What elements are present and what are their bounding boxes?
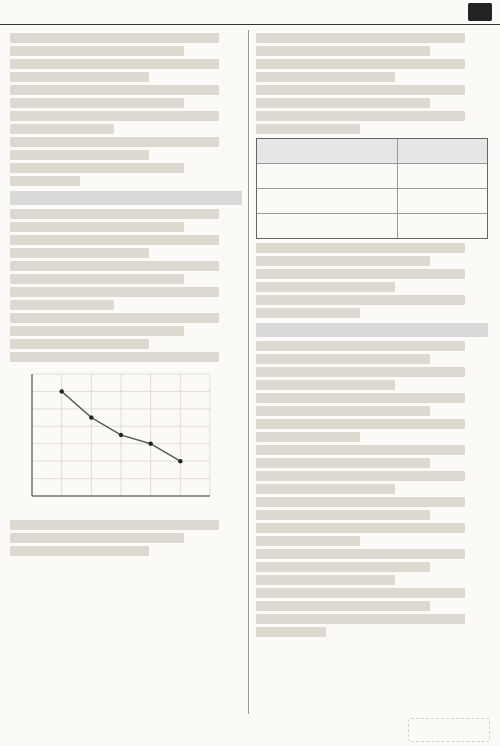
- text-line: [256, 523, 465, 533]
- text-line: [256, 72, 395, 82]
- table-cell: [397, 214, 487, 238]
- text-line: [10, 339, 149, 349]
- text-line: [10, 546, 149, 556]
- table-cell: [397, 164, 487, 188]
- text-line: [10, 261, 219, 271]
- text-line: [256, 354, 430, 364]
- text-line: [256, 419, 465, 429]
- text-line: [10, 248, 149, 258]
- text-line: [10, 313, 219, 323]
- table-cell: [397, 189, 487, 213]
- data-point: [119, 433, 123, 437]
- table-row: [257, 188, 487, 213]
- text-line: [10, 209, 219, 219]
- column-divider: [248, 30, 249, 714]
- text-line: [10, 59, 219, 69]
- text-line: [256, 445, 465, 455]
- text-line: [256, 295, 465, 305]
- text-line: [256, 269, 465, 279]
- data-point: [178, 459, 182, 463]
- text-line: [256, 308, 360, 318]
- text-line: [256, 111, 465, 121]
- table-cell: [257, 189, 397, 213]
- text-line: [10, 137, 219, 147]
- text-line: [10, 222, 184, 232]
- text-line: [10, 533, 184, 543]
- text-line: [256, 536, 360, 546]
- text-line: [256, 33, 465, 43]
- text-line: [256, 59, 465, 69]
- chart-canvas: [10, 366, 218, 516]
- text-line: [256, 497, 465, 507]
- table-cell: [257, 214, 397, 238]
- text-line: [256, 484, 395, 494]
- table-header-cell: [397, 139, 487, 163]
- text-line: [10, 72, 149, 82]
- data-point: [148, 442, 152, 446]
- text-line: [256, 549, 465, 559]
- text-line: [256, 562, 430, 572]
- text-line: [256, 406, 430, 416]
- table-cell: [257, 164, 397, 188]
- text-line: [10, 98, 184, 108]
- text-line: [10, 150, 149, 160]
- text-line: [256, 46, 430, 56]
- text-line: [256, 458, 430, 468]
- data-point: [89, 415, 93, 419]
- text-line: [256, 124, 360, 134]
- text-line: [256, 282, 395, 292]
- text-line: [10, 235, 219, 245]
- text-line: [10, 352, 219, 362]
- text-line: [10, 124, 114, 134]
- text-line: [256, 601, 430, 611]
- text-line: [256, 588, 465, 598]
- text-line: [10, 46, 184, 56]
- text-line: [256, 85, 465, 95]
- topic-bar-right: [256, 323, 488, 337]
- text-line: [256, 614, 465, 624]
- text-line: [10, 111, 219, 121]
- text-line: [10, 33, 219, 43]
- text-line: [256, 393, 465, 403]
- right-column: [256, 30, 488, 714]
- curve-chart: [10, 366, 218, 516]
- text-line: [256, 432, 360, 442]
- topic-bar-left: [10, 191, 242, 205]
- page-header: [0, 0, 500, 25]
- text-line: [10, 163, 184, 173]
- data-point: [59, 389, 63, 393]
- text-line: [10, 287, 219, 297]
- text-line: [256, 98, 430, 108]
- text-line: [10, 300, 114, 310]
- text-line: [256, 341, 465, 351]
- table-header-row: [257, 139, 487, 163]
- text-line: [256, 510, 430, 520]
- text-line: [10, 176, 80, 186]
- left-column: [10, 30, 242, 714]
- text-line: [256, 627, 326, 637]
- text-line: [256, 575, 395, 585]
- text-line: [10, 85, 219, 95]
- text-line: [10, 326, 184, 336]
- table-row: [257, 163, 487, 188]
- text-line: [10, 274, 184, 284]
- table-row: [257, 213, 487, 238]
- table-header-cell: [257, 139, 397, 163]
- text-line: [10, 520, 219, 530]
- text-line: [256, 256, 430, 266]
- text-line: [256, 380, 395, 390]
- text-line: [256, 471, 465, 481]
- text-line: [256, 367, 465, 377]
- watermark: [408, 718, 490, 742]
- experiment-table: [256, 138, 488, 239]
- text-line: [256, 243, 465, 253]
- page-number: [468, 3, 492, 21]
